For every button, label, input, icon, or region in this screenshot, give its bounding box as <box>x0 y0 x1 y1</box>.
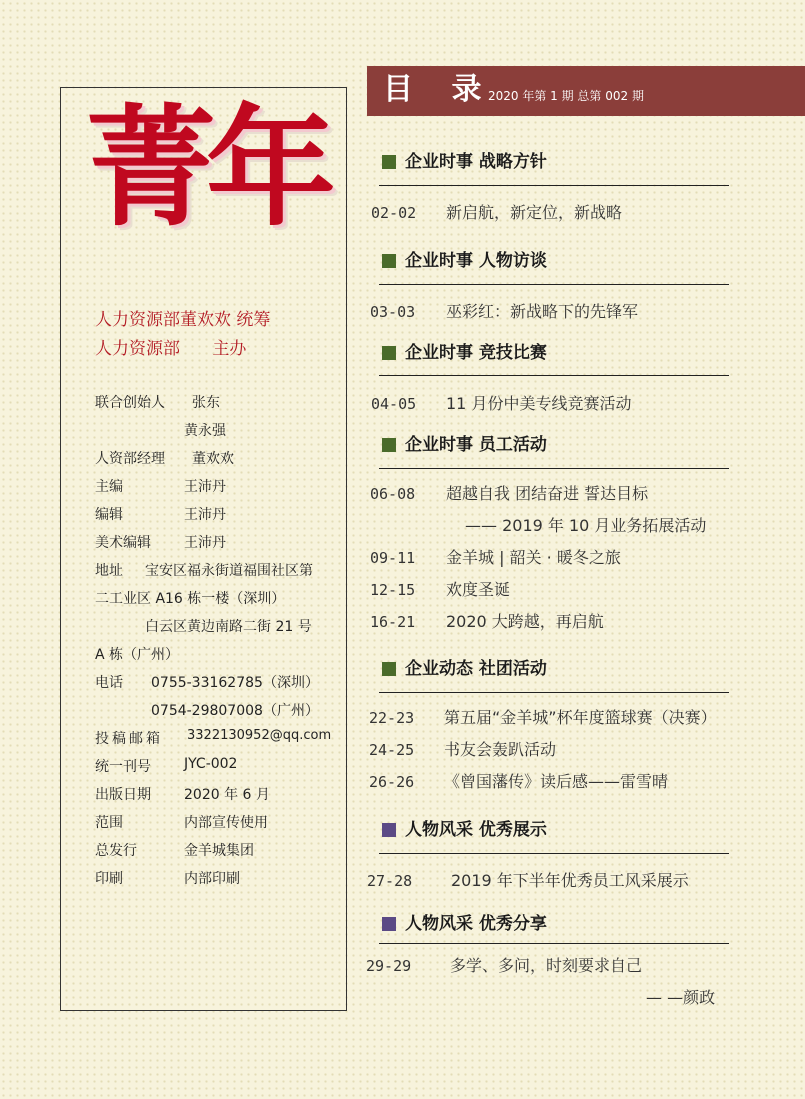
credit-value: 2020 年 6 月 <box>184 787 270 803</box>
publisher-line-2: 人力资源部 主办 <box>95 339 247 359</box>
credit-value: 白云区黄边南路二街 21 号 <box>145 619 312 635</box>
credit-value: 金羊城集团 <box>184 843 254 859</box>
section-title: 企业时事 竞技比赛 <box>405 343 547 363</box>
section-divider <box>379 853 729 854</box>
credit-value: 黄永强 <box>184 423 226 439</box>
credit-label: 联合创始人 <box>95 395 165 411</box>
credit-row <box>95 532 226 552</box>
credit-label: 编辑 <box>95 507 123 523</box>
credit-row <box>95 812 268 832</box>
credit-value: 内部印刷 <box>184 871 240 887</box>
credit-label: 出版日期 <box>95 787 151 803</box>
credit-value: 王沛丹 <box>184 507 226 523</box>
section-marker-icon <box>382 917 396 931</box>
credit-value: JYC-002 <box>184 756 238 772</box>
credit-row <box>95 560 313 580</box>
section-title: 企业时事 人物访谈 <box>405 251 547 271</box>
page-range: 04-05 <box>371 395 417 413</box>
credit-label: 人资部经理 <box>95 451 165 467</box>
credit-label: 主编 <box>95 479 123 495</box>
credit-label: 印刷 <box>95 871 123 887</box>
section-divider <box>379 943 729 944</box>
issue-number: 2020 年第 1 期 总第 002 期 <box>488 89 644 103</box>
article-title: 2019 年下半年优秀员工风采展示 <box>451 871 689 890</box>
credit-row <box>95 392 220 412</box>
section-divider <box>379 185 729 186</box>
credit-value: 董欢欢 <box>192 451 234 467</box>
credit-label: A 栋（广州） <box>95 647 180 663</box>
credit-value: 内部宣传使用 <box>184 815 268 831</box>
article-title: 2020 大跨越，再启航 <box>446 612 604 631</box>
article-title: 多学、多问，时刻要求自己 <box>450 956 643 975</box>
page-range: 27-28 <box>367 872 413 890</box>
credit-value: 宝安区福永街道福围社区第 <box>145 563 313 579</box>
section-divider <box>379 284 729 285</box>
credit-value: 王沛丹 <box>184 479 226 495</box>
credit-row <box>95 504 226 524</box>
section-title: 企业时事 战略方针 <box>405 152 547 172</box>
logo-char-2: 年 <box>206 92 337 244</box>
credit-value: 王沛丹 <box>184 535 226 551</box>
page-range: 09-11 <box>370 549 416 567</box>
article-title: 超越自我 团结奋进 誓达目标 <box>446 484 649 503</box>
toc-title: 目 录 <box>383 72 496 107</box>
credit-value: 0754-29807008（广州） <box>151 703 319 719</box>
article-title: 《曾国藩传》读后感——雷雪晴 <box>444 772 669 791</box>
credit-value: 0755-33162785（深圳） <box>151 675 319 691</box>
credit-value: 张东 <box>192 395 220 411</box>
section-divider <box>379 375 729 376</box>
credit-row <box>95 784 270 804</box>
page-range: 06-08 <box>370 485 416 503</box>
section-divider <box>379 468 729 469</box>
credit-row <box>95 476 226 496</box>
credit-label: 美术编辑 <box>95 535 151 551</box>
email-value: 3322130952@qq.com <box>187 728 332 743</box>
article-title: 新启航，新定位，新战略 <box>446 203 623 222</box>
section-title: 企业时事 员工活动 <box>405 435 547 455</box>
credit-row <box>95 728 332 748</box>
credit-label: 统一刊号 <box>95 759 151 775</box>
article-title: 11 月份中美专线竞赛活动 <box>446 394 632 413</box>
credit-row <box>95 588 285 608</box>
credit-label: 二工业区 A16 栋一楼（深圳） <box>95 591 286 607</box>
section-title: 企业动态 社团活动 <box>405 659 547 679</box>
page-range: 24-25 <box>369 741 415 759</box>
credit-label: 总发行 <box>95 843 137 859</box>
credit-row <box>95 868 240 888</box>
article-title: 金羊城 | 韶关 · 暖冬之旅 <box>446 548 621 567</box>
credit-label: 电话 <box>95 675 123 691</box>
section-marker-icon <box>382 662 396 676</box>
section-title: 人物风采 优秀分享 <box>405 914 547 934</box>
credit-label: 地址 <box>95 563 123 579</box>
section-title: 人物风采 优秀展示 <box>405 820 547 840</box>
section-marker-icon <box>382 823 396 837</box>
article-author: — —颜政 <box>646 988 716 1007</box>
page-range: 03-03 <box>370 303 416 321</box>
credit-row <box>95 672 319 692</box>
page-range: 12-15 <box>370 581 416 599</box>
logo-char-1: 菁 <box>86 92 217 244</box>
credit-row <box>95 448 234 468</box>
article-subtitle: —— 2019 年 10 月业务拓展活动 <box>465 516 707 535</box>
credit-row <box>95 756 238 776</box>
section-marker-icon <box>382 438 396 452</box>
page-range: 29-29 <box>366 957 412 975</box>
page-range: 26-26 <box>369 773 415 791</box>
toc-header <box>367 66 805 116</box>
article-title: 巫彩红：新战略下的先锋军 <box>446 302 639 321</box>
article-title: 书友会轰趴活动 <box>444 740 557 759</box>
publisher-line-1: 人力资源部董欢欢 统筹 <box>95 310 271 330</box>
credit-row <box>95 840 254 860</box>
credit-label: 范围 <box>95 815 123 831</box>
credit-row <box>95 644 179 664</box>
page-range: 16-21 <box>370 613 416 631</box>
section-marker-icon <box>382 254 396 268</box>
credit-label: 投稿邮箱 <box>95 731 163 747</box>
section-divider <box>379 692 729 693</box>
article-title: 第五届“金羊城”杯年度篮球赛（决赛） <box>444 708 717 727</box>
article-title: 欢度圣诞 <box>446 580 511 599</box>
section-marker-icon <box>382 346 396 360</box>
page-range: 22-23 <box>369 709 415 727</box>
page-range: 02-02 <box>371 204 417 222</box>
section-marker-icon <box>382 155 396 169</box>
